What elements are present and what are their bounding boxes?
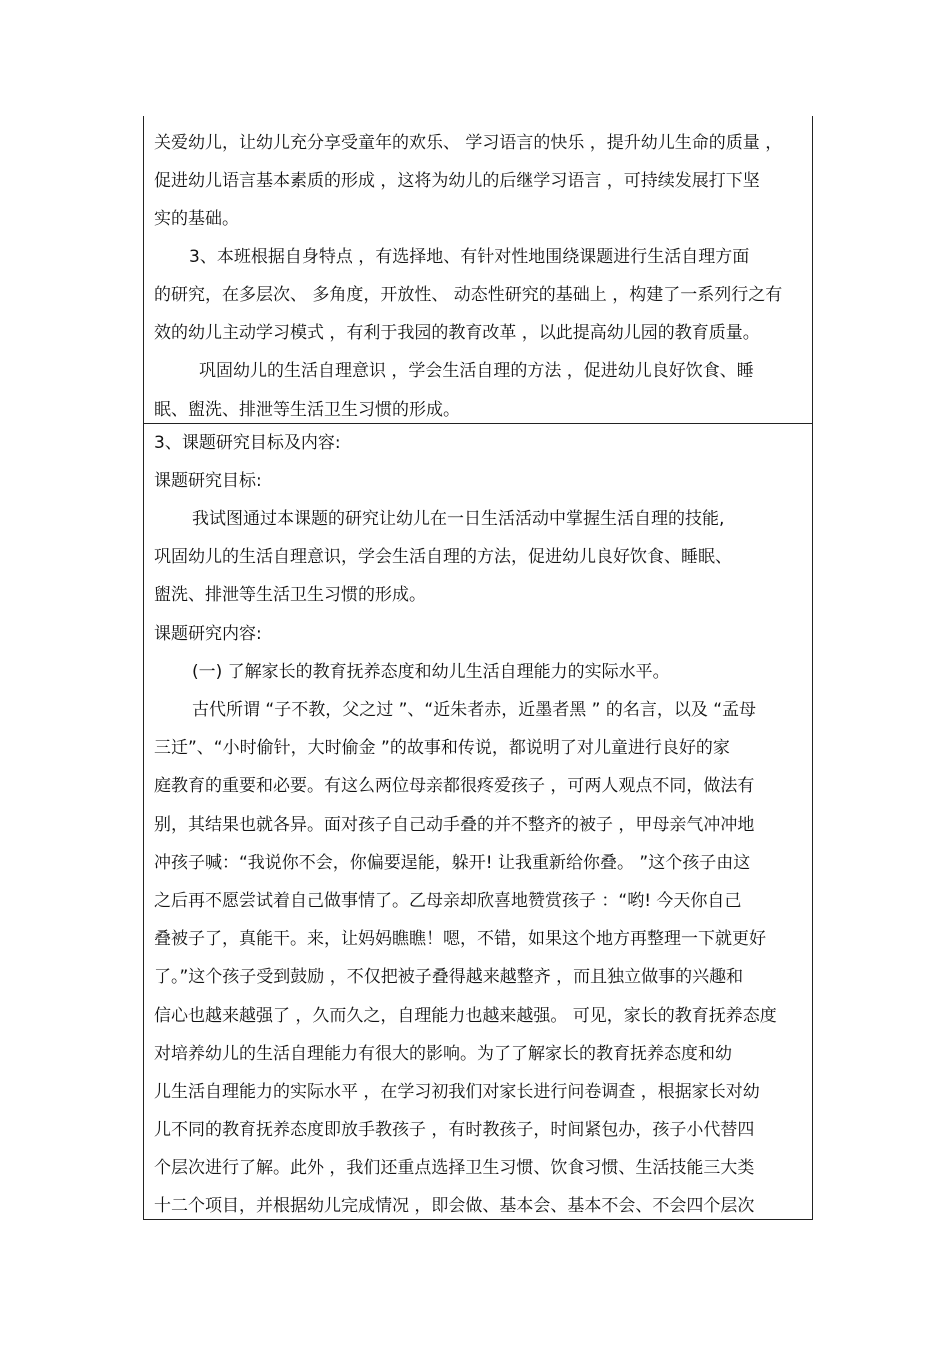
text-line: 十二个项目，并根据幼儿完成情况 ，即会做、基本会、基本不会、不会四个层次 [154,1196,755,1216]
text-line: 叠被子了，真能干。来，让妈妈瞧瞧！嗯，不错，如果这个地方再整理一下就更好 [154,929,766,949]
text-line: 3、本班根据自身特点 ，有选择地、有针对性地围绕课题进行生活自理方面 [189,247,750,267]
text-line: 冲孩子喊：“我说你不会，你偏要逞能，躲开! 让我重新给你叠。 ”这个孩子由这 [154,853,751,873]
text-line: 关爱幼儿，让幼儿充分享受童年的欢乐、 学习语言的快乐 ，提升幼儿生命的质量 ， [154,133,783,153]
subheading: 课题研究目标: [154,471,262,491]
text-line: 儿不同的教育抚养态度即放手教孩子 ，有时教孩子，时间紧包办，孩子小代替四 [154,1120,755,1140]
text-line: 之后再不愿尝试着自己做事情了。乙母亲却欣喜地赞赏孩子 ：“哟! 今天你自己 [154,891,742,911]
subheading: 课题研究内容: [154,624,262,644]
text-line: 实的基础。 [154,209,239,229]
text-line: 个层次进行了解。此外 ，我们还重点选择卫生习惯、饮食习惯、生活技能三大类 [154,1158,755,1178]
text-line: 的研究，在多层次、 多角度，开放性、 动态性研究的基础上 ，构建了一系列行之有 [154,285,783,305]
text-line: 对培养幼儿的生活自理能力有很大的影响。为了了解家长的教育抚养态度和幼 [154,1044,732,1064]
text-line: 巩固幼儿的生活自理意识 ，学会生活自理的方法 ，促进幼儿良好饮食、睡 [199,361,754,381]
section-heading: 3、课题研究目标及内容: [154,433,341,453]
text-line: 巩固幼儿的生活自理意识，学会生活自理的方法，促进幼儿良好饮食、睡眠、 [154,547,732,567]
text-line: 信心也越来越强了 ，久而久之，自理能力也越来越强。 可见，家长的教育抚养态度 [154,1006,777,1026]
section-divider [144,423,812,424]
text-line: 了。”这个孩子受到鼓励 ，不仅把被子叠得越来越整齐 ，而且独立做事的兴趣和 [154,967,744,987]
text-line: 促进幼儿语言基本素质的形成 ，这将为幼儿的后继学习语言 ，可持续发展打下坚 [154,171,760,191]
text-line: 庭教育的重要和必要。有这么两位母亲都很疼爱孩子 ，可两人观点不同，做法有 [154,776,755,796]
text-line: 盥洗、排泄等生活卫生习惯的形成。 [154,585,426,605]
text-line: (一) 了解家长的教育抚养态度和幼儿生活自理能力的实际水平。 [192,662,670,682]
text-line: 效的幼儿主动学习模式 ，有利于我园的教育改革 ，以此提高幼儿园的教育质量。 [154,323,760,343]
text-line: 眠、盥洗、排泄等生活卫生习惯的形成。 [154,400,460,420]
document-table [143,116,813,1220]
text-line: 别，其结果也就各异。面对孩子自己动手叠的并不整齐的被子 ，甲母亲气冲冲地 [154,815,755,835]
text-line: 儿生活自理能力的实际水平 ，在学习初我们对家长进行问卷调查 ，根据家长对幼 [154,1082,760,1102]
text-line: 我试图通过本课题的研究让幼儿在一日生活活动中掌握生活自理的技能, [192,509,725,529]
text-line: 古代所谓 “子不教，父之过 ”、“近朱者赤，近墨者黑 ” 的名言，以及 “孟母 [192,700,757,720]
text-line: 三迁”、“小时偷针，大时偷金 ”的故事和传说，都说明了对儿童进行良好的家 [154,738,730,758]
